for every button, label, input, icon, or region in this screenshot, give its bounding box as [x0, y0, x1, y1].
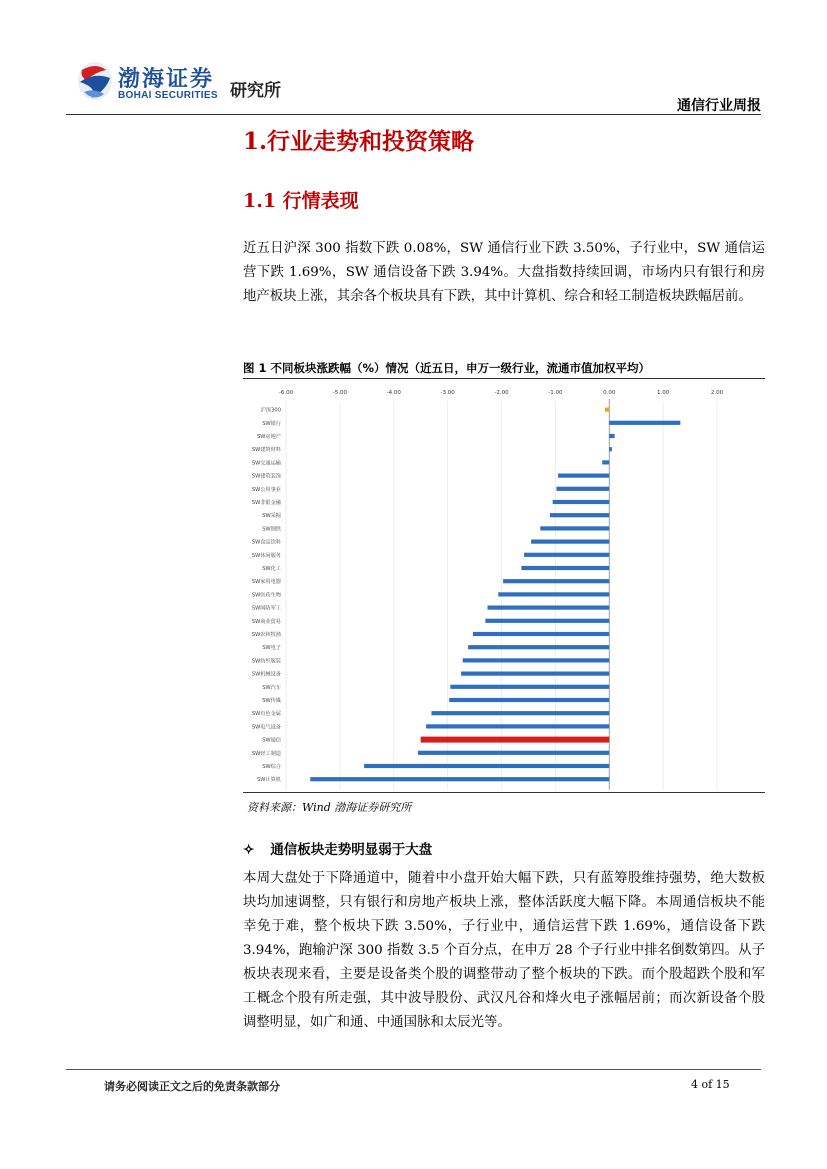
x-tick-label: -5.00: [332, 390, 347, 396]
logo-chinese-name: 渤海证券: [118, 67, 215, 92]
x-tick-label: -4.00: [386, 390, 401, 396]
bar-SW轻工制造: [418, 751, 609, 755]
category-label: SW机械设备: [251, 671, 281, 678]
footer-divider: [66, 1069, 761, 1070]
category-label: SW医药生物: [251, 592, 281, 599]
category-label: SW房地产: [257, 434, 281, 440]
category-label: SW家用电器: [251, 579, 281, 586]
category-label: SW公用事业: [251, 486, 281, 493]
bar-SW房地产: [609, 434, 614, 438]
bar-SW钢铁: [540, 526, 609, 530]
bar-SW电子: [468, 645, 609, 649]
category-label: SW汽车: [262, 684, 281, 691]
bar-SW有色金属: [431, 711, 609, 715]
bar-SW食品饮料: [531, 540, 609, 544]
bar-SW家用电器: [503, 579, 609, 583]
category-label: SW有色金属: [251, 711, 281, 718]
figure-source: 资料来源：Wind 渤海证券研究所: [247, 801, 412, 814]
subsection-title-row: [243, 838, 432, 858]
bar-SW交通运输: [602, 460, 609, 464]
sparkle-bullet-icon: ✧: [243, 842, 255, 858]
bar-SW非银金融: [553, 500, 610, 504]
bar-沪深300: [605, 408, 609, 412]
bar-SW商业贸易: [485, 619, 609, 623]
category-label: SW农林牧渔: [251, 632, 281, 638]
market-performance-paragraph: 近五日沪深 300 指数下跌 0.08%，SW 通信行业下跌 3.50%，子行业中，SW 通信运营下跌 1.69%，SW 通信设备下跌 3.94%。大盘指数持续回调，市场内只有银行和房地产板块上涨，其余各个板块具有下跌，其中计算机、综合和轻工制造板块跌幅居前。: [243, 241, 765, 304]
category-label: SW交通运输: [251, 460, 281, 467]
bar-SW传媒: [449, 698, 609, 702]
x-tick-label: -1.00: [548, 390, 563, 396]
department-label: 研究所: [230, 81, 281, 101]
bar-SW建筑材料: [609, 447, 612, 451]
bar-SW计算机: [310, 777, 609, 781]
x-tick-label: 0.00: [603, 390, 616, 396]
category-label: SW传媒: [262, 698, 281, 704]
x-tick-label: -2.00: [494, 390, 509, 396]
category-label: SW食品饮料: [251, 539, 281, 546]
category-label: SW建筑材料: [251, 447, 281, 454]
bar-SW国防军工: [487, 606, 609, 610]
category-label: SW电子: [262, 645, 281, 652]
category-label: SW商业贸易: [251, 618, 281, 625]
bar-SW公用事业: [556, 487, 609, 491]
page-number: 4 of 15: [691, 1078, 730, 1091]
bar-SW休闲服务: [524, 553, 609, 557]
bar-SW综合: [364, 764, 609, 768]
category-label: SW轻工制造: [251, 750, 281, 757]
subsection-title: 通信板块走势明显弱于大盘: [270, 842, 433, 858]
footer-disclaimer: 请务必阅读正文之后的免责条款部分: [104, 1080, 280, 1093]
bar-SW化工: [521, 566, 609, 570]
figure-top-rule: [243, 378, 765, 379]
category-label: SW非银金融: [251, 500, 281, 506]
x-tick-label: -6.00: [278, 390, 294, 396]
bar-SW采掘: [550, 513, 609, 517]
x-tick-label: -3.00: [440, 390, 455, 396]
category-label: SW休闲服务: [251, 552, 281, 559]
bohai-logo-icon: [76, 60, 114, 102]
header-divider: [66, 114, 761, 115]
category-label: SW通信: [262, 737, 281, 744]
category-label: SW钢铁: [262, 526, 281, 533]
bar-SW通信: [421, 737, 610, 743]
category-label: SW银行: [262, 420, 281, 427]
figure-title: 图 1 不同板块涨跌幅（%）情况（近五日，申万一级行业，流通市值加权平均）: [243, 361, 651, 375]
x-tick-label: 2.00: [710, 390, 724, 396]
subsection-heading: 1.1 行情表现: [243, 190, 359, 212]
bar-SW机械设备: [461, 672, 609, 676]
figure-bottom-rule: [243, 792, 765, 793]
sector-analysis-paragraph: 本周大盘处于下降通道中，随着中小盘开始大幅下跌，只有蓝筹股维持强势，绝大数板块均加速调整，只有银行和房地产板块上涨，整体活跃度大幅下降。本周通信板块不能幸免于难，整个板块下跌 3.50%，子行业中，通信运营下跌 1.69%，通信设备下跌 3.94%，跑输沪深 300 指数 3.5 个百分点，在申万 28 个子行业中排名倒数第四。从子板块表现来看，主要是设备类个股的调整带动了整个板块的下跌。而个股超跌个股和军工概念个股有所走强，其中波导股份、武汉凡谷和烽火电子涨幅居前；而次新设备个股调整明显，如广和通、中通国脉和太辰光等。: [243, 871, 765, 1030]
report-type: 通信行业周报: [677, 98, 761, 114]
bar-SW汽车: [450, 685, 609, 689]
bar-SW银行: [609, 421, 680, 425]
logo-english-name: BOHAI SECURITIES: [118, 90, 218, 101]
section-heading: 1.行业走势和投资策略: [243, 128, 475, 155]
bar-SW医药生物: [498, 592, 609, 596]
bar-SW农林牧渔: [473, 632, 609, 636]
bar-SW电气设备: [426, 724, 609, 728]
category-label: SW计算机: [257, 777, 281, 784]
bar-SW纺织服装: [463, 658, 610, 662]
category-label: SW综合: [262, 764, 281, 770]
category-label: SW采掘: [262, 513, 281, 520]
category-label: SW纺织服装: [251, 658, 281, 665]
x-tick-label: 1.00: [657, 390, 670, 396]
bar-SW建筑装饰: [558, 474, 609, 478]
category-label: SW电气设备: [251, 724, 281, 731]
category-label: SW建筑装饰: [251, 473, 281, 480]
category-label: 沪深300: [260, 407, 281, 414]
category-label: SW化工: [262, 566, 281, 572]
category-label: SW国防军工: [251, 605, 281, 612]
sector-change-bar-chart: [243, 385, 765, 790]
